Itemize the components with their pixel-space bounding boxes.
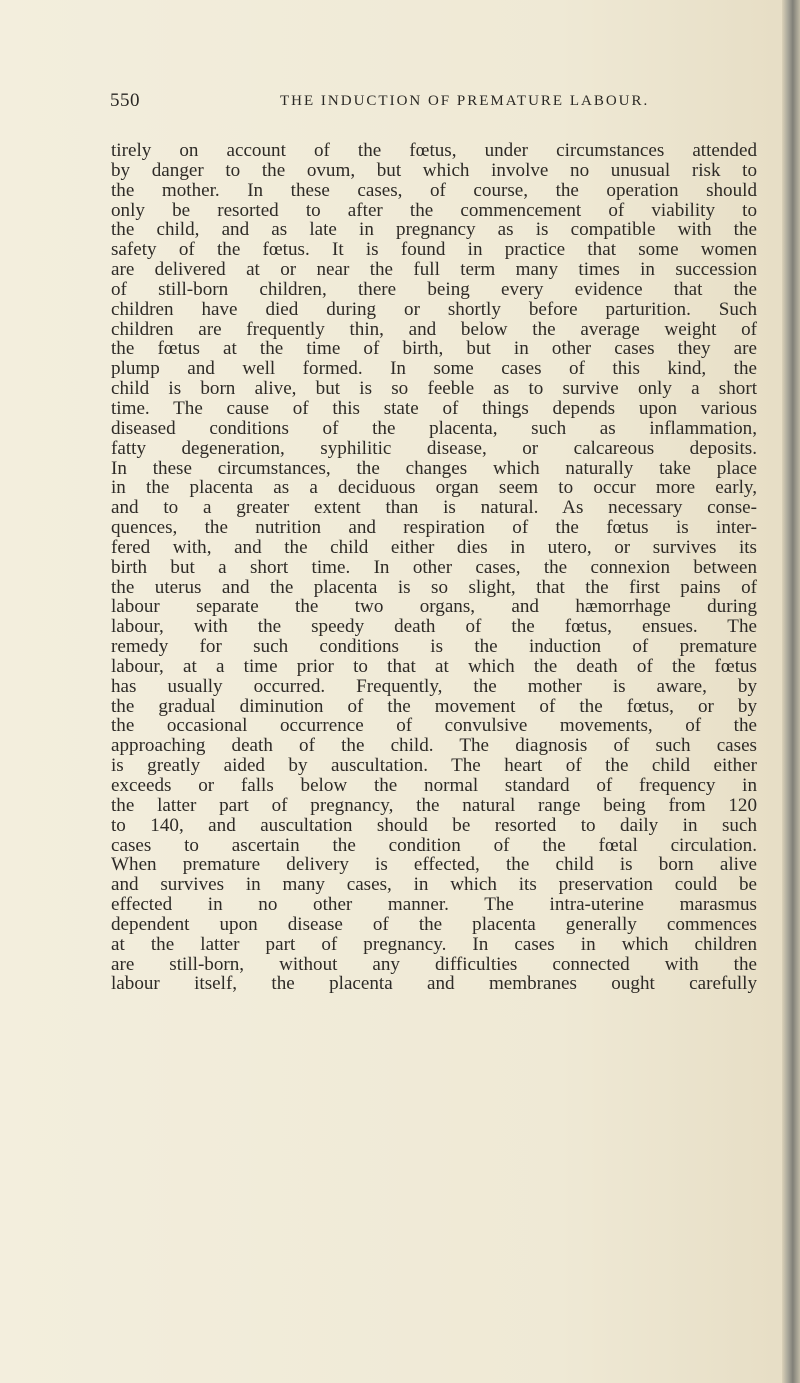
- text-line: child is born alive, but is so feeble as to survive only a short: [111, 379, 757, 399]
- text-line: dependent upon disease of the placenta generally commences: [111, 914, 757, 935]
- text-line: at the latter part of pregnancy. In cases in which children: [111, 934, 757, 955]
- text-line: labour, with the speedy death of the fœtus, ensues. The: [111, 617, 757, 638]
- text-line: exceeds or falls below the normal standard of frequency in: [111, 776, 757, 796]
- text-line: and to a greater extent than is natural. As necessary conse-: [111, 498, 757, 519]
- text-line: fered with, and the child either dies in utero, or survives its: [111, 537, 757, 558]
- text-line: the uterus and the placenta is so slight, that the first pains of: [111, 577, 757, 598]
- running-head: THE INDUCTION OF PREMATURE LABOUR.: [280, 93, 650, 109]
- text-line: diseased conditions of the placenta, such as inflammation,: [111, 418, 757, 439]
- text-line: are delivered at or near the full term many times in succession: [111, 260, 757, 280]
- text-line: has usually occurred. Frequently, the mother is aware, by: [111, 676, 757, 697]
- text-line: birth but a short time. In other cases, the connexion between: [111, 557, 757, 578]
- text-line: the gradual diminution of the movement of the fœtus, or by: [111, 696, 757, 717]
- text-line: time. The cause of this state of things depends upon various: [111, 398, 757, 419]
- text-line: the latter part of pregnancy, the natural range being from 120: [111, 795, 757, 816]
- body-paragraph: [111, 141, 757, 994]
- text-line: and survives in many cases, in which its preservation could be: [111, 875, 757, 896]
- text-line: to 140, and auscultation should be resorted to daily in such: [111, 815, 757, 836]
- text-line: by danger to the ovum, but which involve no unusual risk to: [111, 160, 757, 181]
- text-line: labour separate the two organs, and hæmorrhage during: [111, 597, 757, 618]
- text-line: the mother. In these cases, of course, the operation should: [111, 180, 757, 201]
- text-line: approaching death of the child. The diagnosis of such cases: [111, 736, 757, 757]
- text-line: are still-born, without any difficulties connected with the: [111, 954, 757, 975]
- text-line: In these circumstances, the changes which naturally take place: [111, 458, 757, 479]
- text-line: only be resorted to after the commencement of viability to: [111, 200, 757, 221]
- text-line: children are frequently thin, and below the average weight of: [111, 319, 757, 340]
- page-binding-edge: [782, 0, 800, 1383]
- page-header: [110, 90, 750, 116]
- text-line: the occasional occurrence of convulsive movements, of the: [111, 716, 757, 737]
- text-line: is greatly aided by auscultation. The heart of the child either: [111, 756, 757, 776]
- text-line: effected in no other manner. The intra-uterine marasmus: [111, 895, 757, 915]
- text-line: children have died during or shortly before parturition. Such: [111, 299, 757, 320]
- page-number: 550: [110, 90, 140, 111]
- text-line: safety of the fœtus. It is found in practice that some women: [111, 240, 757, 261]
- text-line: When premature delivery is effected, the child is born alive: [111, 855, 757, 876]
- text-line: of still-born children, there being every evidence that the: [111, 279, 757, 300]
- text-line: tirely on account of the fœtus, under circumstances attended: [111, 141, 757, 161]
- text-line: in the placenta as a deciduous organ seem to occur more early,: [111, 478, 757, 499]
- text-line: quences, the nutrition and respiration of the fœtus is inter-: [111, 518, 757, 538]
- text-line: cases to ascertain the condition of the fœtal circulation.: [111, 835, 757, 856]
- text-line: labour, at a time prior to that at which the death of the fœtus: [111, 656, 757, 677]
- text-line: fatty degeneration, syphilitic disease, or calcareous deposits.: [111, 438, 757, 459]
- text-line: the child, and as late in pregnancy as is compatible with the: [111, 220, 757, 241]
- text-line: labour itself, the placenta and membranes ought carefully: [111, 974, 757, 995]
- text-line: plump and well formed. In some cases of this kind, the: [111, 359, 757, 380]
- text-line: remedy for such conditions is the induction of premature: [111, 637, 757, 657]
- text-line: the fœtus at the time of birth, but in other cases they are: [111, 339, 757, 360]
